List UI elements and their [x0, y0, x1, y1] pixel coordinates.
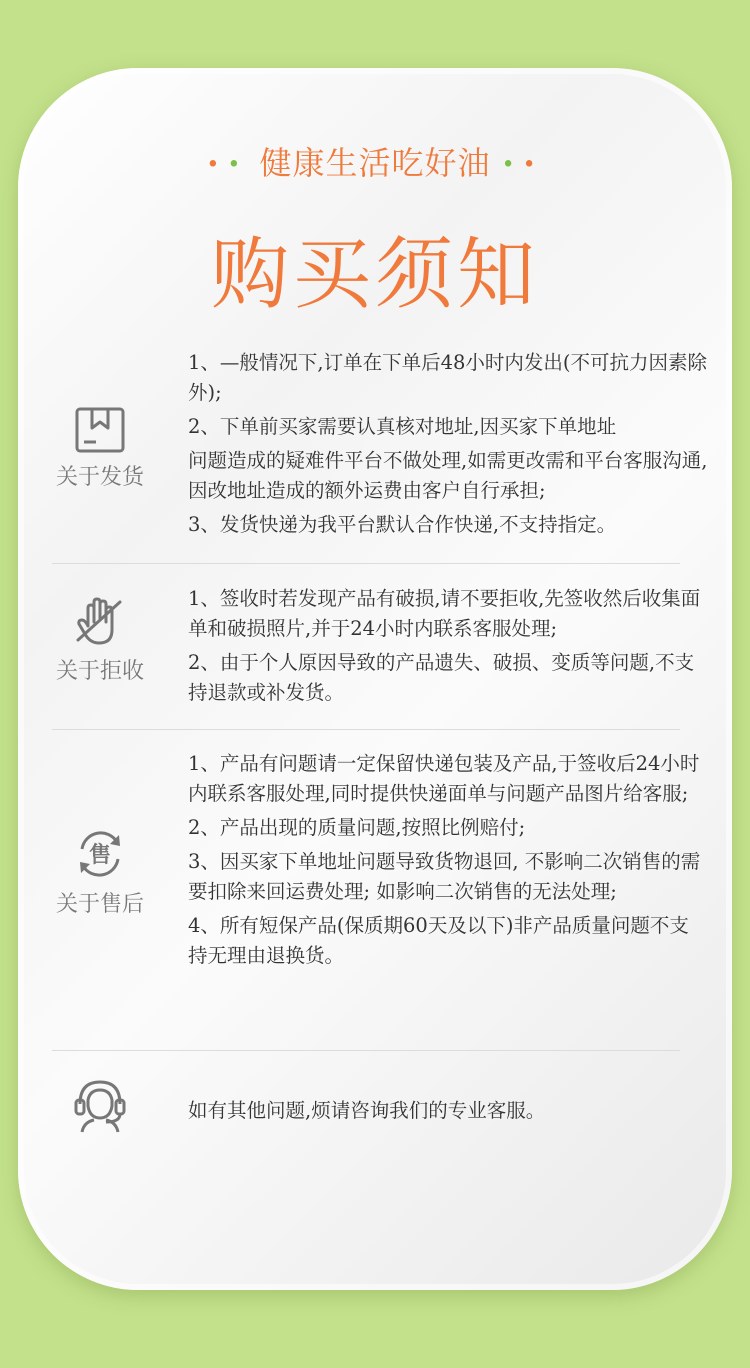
section-label: 关于售后: [55, 892, 144, 917]
list-item: 2、由于个人原因导致的产品遗失、破损、变质等问题,不支持退款或补发货。: [188, 651, 695, 704]
decor-dots-left: ••: [206, 152, 249, 178]
section-shipping-text: [188, 348, 708, 544]
decor-dots-right: ••: [501, 152, 544, 178]
section-label: 关于拒收: [55, 659, 144, 684]
list-item: 3、发货快递为我平台默认合作快递,不支持指定。: [188, 513, 617, 536]
section-after-sale-icon-col: [52, 827, 148, 918]
section-customer-service-text: [188, 1096, 708, 1130]
after-sale-icon: [73, 827, 127, 881]
section-after-sale: [52, 749, 702, 1039]
list-item: 问题造成的疑难件平台不做处理,如需更改需和平台客服沟通,因改地址造成的额外运费由客户自行承担;: [188, 449, 708, 502]
list-item: 2、下单前买家需要认真核对地址,因买家下单地址: [188, 415, 617, 438]
svg-text:售: 售: [88, 843, 112, 868]
page-title: 购买须知: [210, 230, 539, 320]
list-item: 1、—般情况下,订单在下单后48小时内发出(不可抗力因素除外);: [188, 351, 708, 404]
section-customer-service-icon-col: [52, 1074, 148, 1140]
divider: [52, 1050, 680, 1051]
list-item: 2、产品出现的质量问题,按照比例赔付;: [188, 816, 526, 839]
divider: [52, 729, 680, 730]
section-shipping: [52, 348, 708, 548]
section-rejection: [52, 584, 702, 714]
list-item: 1、签收时若发现产品有破损,请不要拒收,先签收然后收集面单和破损照片,并于24小时内联系客服处理;: [188, 587, 701, 640]
slogan-text: 健康生活吃好油: [259, 144, 491, 182]
package-box-icon: [74, 406, 126, 454]
section-customer-service: [52, 1074, 702, 1144]
hand-reject-icon: [74, 596, 126, 648]
customer-service-icon: [70, 1074, 130, 1134]
list-item: 如有其他问题,烦请咨询我们的专业客服。: [188, 1099, 546, 1122]
section-rejection-text: [188, 584, 708, 712]
divider: [52, 563, 680, 564]
section-label: 关于发货: [55, 465, 144, 490]
list-item: 1、产品有问题请一定保留快递包装及产品,于签收后24小时内联系客服处理,同时提供快递面单与问题产品图片给客服;: [188, 752, 700, 805]
section-shipping-icon-col: [52, 406, 148, 491]
slogan: [0, 138, 750, 184]
list-item: 4、所有短保产品(保质期60天及以下)非产品质量问题不支持无理由退换货。: [188, 914, 689, 967]
section-after-sale-text: [188, 749, 708, 975]
list-item: 3、因买家下单地址问题导致货物退回, 不影响二次销售的需要扣除来回运费处理; 如影响二次销售的无法处理;: [188, 850, 701, 903]
section-rejection-icon-col: [52, 596, 148, 685]
